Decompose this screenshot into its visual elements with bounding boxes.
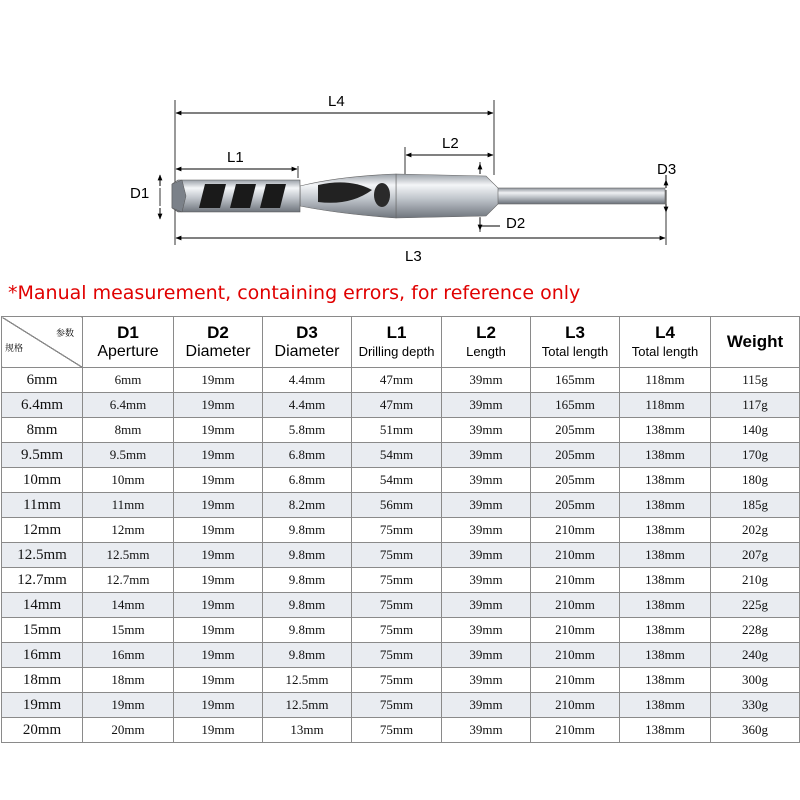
table-cell: 39mm xyxy=(442,543,531,568)
spec-cell: 16mm xyxy=(2,643,83,668)
table-cell: 39mm xyxy=(442,493,531,518)
table-cell: 10mm xyxy=(83,468,174,493)
table-cell: 210mm xyxy=(531,543,620,568)
header-d1: D1 Aperture xyxy=(83,317,174,368)
table-cell: 138mm xyxy=(620,693,711,718)
spec-cell: 9.5mm xyxy=(2,443,83,468)
table-cell: 165mm xyxy=(531,393,620,418)
table-row xyxy=(2,543,800,568)
table-cell: 202g xyxy=(711,518,800,543)
header-weight: Weight xyxy=(711,317,800,368)
table-cell: 75mm xyxy=(352,643,442,668)
table-cell: 165mm xyxy=(531,368,620,393)
header-d2: D2 Diameter xyxy=(174,317,263,368)
table-cell: 210g xyxy=(711,568,800,593)
measurement-note: *Manual measurement, containing errors, for reference only xyxy=(8,282,581,304)
table-cell: 75mm xyxy=(352,518,442,543)
table-cell: 75mm xyxy=(352,568,442,593)
table-cell: 300g xyxy=(711,668,800,693)
table-row xyxy=(2,493,800,518)
table-cell: 138mm xyxy=(620,568,711,593)
table-cell: 19mm xyxy=(83,693,174,718)
table-row xyxy=(2,668,800,693)
table-cell: 9.8mm xyxy=(263,618,352,643)
spec-cell: 12.5mm xyxy=(2,543,83,568)
table-cell: 138mm xyxy=(620,493,711,518)
table-cell: 117g xyxy=(711,393,800,418)
table-cell: 39mm xyxy=(442,693,531,718)
table-cell: 19mm xyxy=(174,593,263,618)
table-cell: 210mm xyxy=(531,518,620,543)
table-cell: 39mm xyxy=(442,443,531,468)
spec-table xyxy=(1,316,800,743)
mortise-drill-bit xyxy=(172,174,665,218)
spec-cell: 14mm xyxy=(2,593,83,618)
table-cell: 170g xyxy=(711,443,800,468)
spec-cell: 6mm xyxy=(2,368,83,393)
spec-cell: 20mm xyxy=(2,718,83,743)
table-cell: 118mm xyxy=(620,368,711,393)
header-l3: L3 Total length xyxy=(531,317,620,368)
label-d2: D2 xyxy=(506,215,526,232)
table-cell: 210mm xyxy=(531,643,620,668)
table-cell: 210mm xyxy=(531,693,620,718)
table-header-row xyxy=(2,317,800,368)
table-cell: 19mm xyxy=(174,718,263,743)
table-cell: 47mm xyxy=(352,368,442,393)
table-cell: 12.5mm xyxy=(83,543,174,568)
table-cell: 210mm xyxy=(531,568,620,593)
header-d3: D3 Diameter xyxy=(263,317,352,368)
table-cell: 115g xyxy=(711,368,800,393)
table-cell: 51mm xyxy=(352,418,442,443)
table-cell: 18mm xyxy=(83,668,174,693)
spec-cell: 11mm xyxy=(2,493,83,518)
table-cell: 12.7mm xyxy=(83,568,174,593)
header-l4: L4 Total length xyxy=(620,317,711,368)
table-cell: 9.5mm xyxy=(83,443,174,468)
table-cell: 39mm xyxy=(442,393,531,418)
corner-label-params: 参数 xyxy=(55,328,74,338)
spec-cell: 19mm xyxy=(2,693,83,718)
table-cell: 75mm xyxy=(352,543,442,568)
table-cell: 19mm xyxy=(174,468,263,493)
table-cell: 180g xyxy=(711,468,800,493)
table-cell: 9.8mm xyxy=(263,593,352,618)
table-cell: 75mm xyxy=(352,693,442,718)
table-cell: 39mm xyxy=(442,618,531,643)
label-d1: D1 xyxy=(130,185,150,202)
table-cell: 138mm xyxy=(620,518,711,543)
table-cell: 228g xyxy=(711,618,800,643)
spec-cell: 8mm xyxy=(2,418,83,443)
table-cell: 207g xyxy=(711,543,800,568)
table-row xyxy=(2,643,800,668)
table-cell: 6.8mm xyxy=(263,443,352,468)
table-cell: 12.5mm xyxy=(263,693,352,718)
table-row xyxy=(2,518,800,543)
table-cell: 140g xyxy=(711,418,800,443)
table-cell: 19mm xyxy=(174,693,263,718)
table-row xyxy=(2,693,800,718)
label-l1: L1 xyxy=(227,149,244,166)
label-l2: L2 xyxy=(442,135,459,152)
table-cell: 9.8mm xyxy=(263,543,352,568)
table-cell: 39mm xyxy=(442,518,531,543)
table-cell: 39mm xyxy=(442,593,531,618)
drill-bit-diagram xyxy=(0,0,800,275)
table-cell: 138mm xyxy=(620,468,711,493)
table-cell: 39mm xyxy=(442,568,531,593)
table-cell: 205mm xyxy=(531,468,620,493)
table-cell: 75mm xyxy=(352,618,442,643)
table-cell: 360g xyxy=(711,718,800,743)
table-cell: 9.8mm xyxy=(263,518,352,543)
table-cell: 225g xyxy=(711,593,800,618)
table-row xyxy=(2,393,800,418)
table-row xyxy=(2,368,800,393)
table-cell: 210mm xyxy=(531,668,620,693)
table-cell: 39mm xyxy=(442,418,531,443)
table-row xyxy=(2,618,800,643)
table-cell: 39mm xyxy=(442,643,531,668)
table-cell: 19mm xyxy=(174,418,263,443)
table-cell: 47mm xyxy=(352,393,442,418)
table-cell: 240g xyxy=(711,643,800,668)
table-cell: 118mm xyxy=(620,393,711,418)
table-cell: 210mm xyxy=(531,593,620,618)
table-cell: 138mm xyxy=(620,443,711,468)
table-cell: 19mm xyxy=(174,668,263,693)
table-cell: 39mm xyxy=(442,718,531,743)
table-cell: 19mm xyxy=(174,543,263,568)
table-cell: 9.8mm xyxy=(263,643,352,668)
table-cell: 39mm xyxy=(442,668,531,693)
table-cell: 210mm xyxy=(531,718,620,743)
header-l2: L2 Length xyxy=(442,317,531,368)
spec-cell: 12.7mm xyxy=(2,568,83,593)
table-row xyxy=(2,468,800,493)
table-cell: 138mm xyxy=(620,643,711,668)
table-cell: 19mm xyxy=(174,568,263,593)
table-cell: 330g xyxy=(711,693,800,718)
table-cell: 14mm xyxy=(83,593,174,618)
spec-cell: 10mm xyxy=(2,468,83,493)
spec-cell: 18mm xyxy=(2,668,83,693)
label-l4: L4 xyxy=(328,93,345,110)
label-l3: L3 xyxy=(405,248,422,265)
table-cell: 54mm xyxy=(352,468,442,493)
table-cell: 8mm xyxy=(83,418,174,443)
table-cell: 8.2mm xyxy=(263,493,352,518)
table-row xyxy=(2,443,800,468)
table-cell: 19mm xyxy=(174,643,263,668)
table-cell: 56mm xyxy=(352,493,442,518)
table-cell: 39mm xyxy=(442,468,531,493)
spec-cell: 12mm xyxy=(2,518,83,543)
table-cell: 138mm xyxy=(620,543,711,568)
table-cell: 39mm xyxy=(442,368,531,393)
table-cell: 185g xyxy=(711,493,800,518)
table-cell: 6.4mm xyxy=(83,393,174,418)
table-cell: 6.8mm xyxy=(263,468,352,493)
table-cell: 5.8mm xyxy=(263,418,352,443)
table-cell: 205mm xyxy=(531,418,620,443)
table-cell: 138mm xyxy=(620,618,711,643)
table-cell: 20mm xyxy=(83,718,174,743)
table-cell: 75mm xyxy=(352,593,442,618)
table-row xyxy=(2,593,800,618)
table-cell: 19mm xyxy=(174,368,263,393)
spec-cell: 15mm xyxy=(2,618,83,643)
table-cell: 19mm xyxy=(174,443,263,468)
table-cell: 9.8mm xyxy=(263,568,352,593)
table-cell: 205mm xyxy=(531,443,620,468)
table-cell: 11mm xyxy=(83,493,174,518)
table-cell: 4.4mm xyxy=(263,393,352,418)
table-row xyxy=(2,418,800,443)
table-cell: 138mm xyxy=(620,593,711,618)
table-cell: 54mm xyxy=(352,443,442,468)
label-d3: D3 xyxy=(657,161,677,178)
corner-label-spec: 规格 xyxy=(5,343,24,353)
table-cell: 12mm xyxy=(83,518,174,543)
table-cell: 12.5mm xyxy=(263,668,352,693)
table-row xyxy=(2,568,800,593)
table-cell: 19mm xyxy=(174,518,263,543)
table-cell: 19mm xyxy=(174,618,263,643)
table-cell: 13mm xyxy=(263,718,352,743)
table-cell: 19mm xyxy=(174,493,263,518)
header-l1: L1 Drilling depth xyxy=(352,317,442,368)
table-cell: 19mm xyxy=(174,393,263,418)
table-cell: 6mm xyxy=(83,368,174,393)
corner-header-cell xyxy=(2,317,83,368)
spec-cell: 6.4mm xyxy=(2,393,83,418)
table-cell: 16mm xyxy=(83,643,174,668)
table-cell: 138mm xyxy=(620,418,711,443)
table-cell: 205mm xyxy=(531,493,620,518)
table-cell: 75mm xyxy=(352,718,442,743)
table-cell: 75mm xyxy=(352,668,442,693)
table-cell: 138mm xyxy=(620,668,711,693)
table-cell: 15mm xyxy=(83,618,174,643)
table-cell: 4.4mm xyxy=(263,368,352,393)
table-cell: 210mm xyxy=(531,618,620,643)
table-cell: 138mm xyxy=(620,718,711,743)
table-row xyxy=(2,718,800,743)
